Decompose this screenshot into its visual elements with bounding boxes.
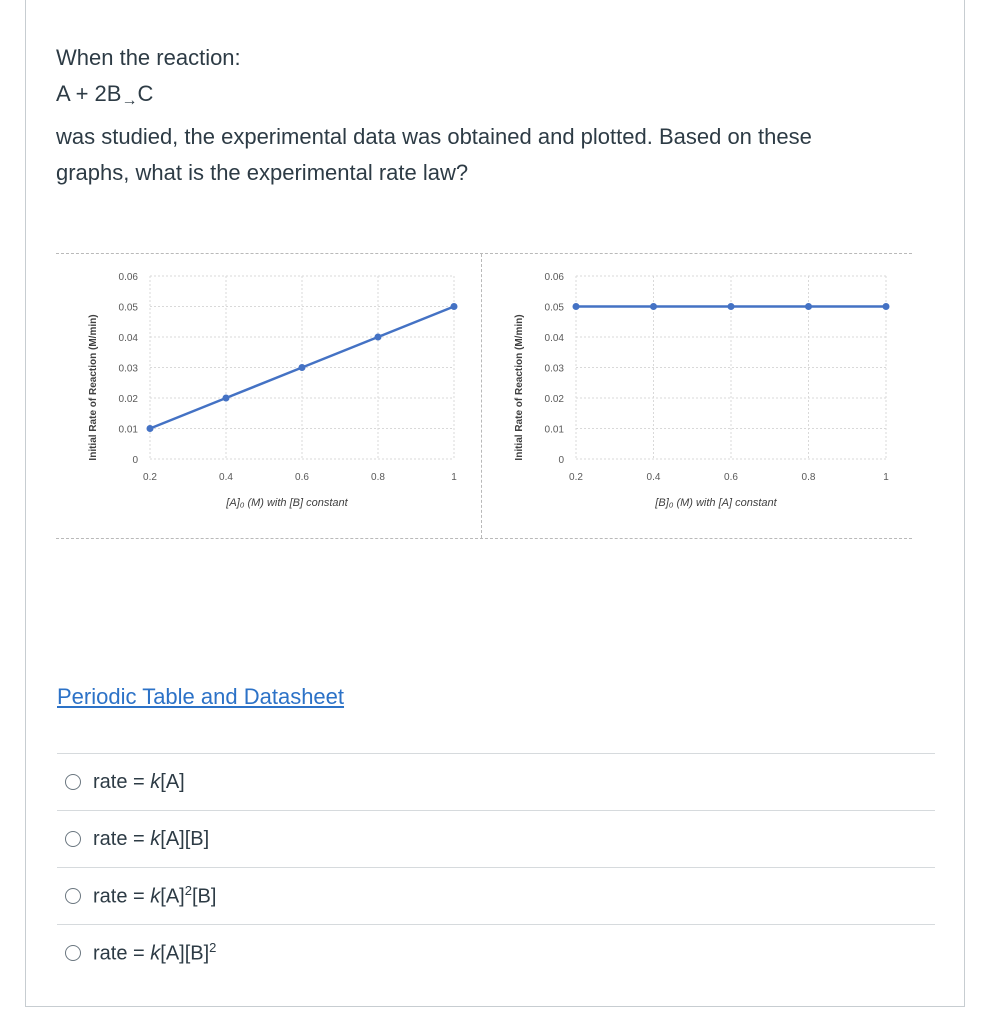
rate-vs-B-chart — [482, 254, 912, 538]
x-tick-label: 1 — [883, 472, 889, 483]
y-tick-label: 0.06 — [118, 272, 138, 283]
question-line-3: was studied, the experimental data was obtained and plotted. Based on these — [56, 124, 812, 149]
y-tick-label: 0.04 — [118, 333, 138, 344]
y-tick-label: 0.05 — [544, 302, 564, 314]
y-tick-label: 0.05 — [118, 302, 138, 314]
y-tick-label: 0.03 — [118, 363, 138, 375]
x-tick-label: 0.8 — [801, 472, 816, 483]
data-point — [883, 303, 890, 310]
question-line-1: When the reaction: — [56, 45, 241, 70]
data-point — [650, 303, 657, 310]
product: C — [137, 81, 154, 106]
radio-button[interactable] — [65, 831, 81, 847]
option-rate-kAB[interactable] — [57, 810, 935, 867]
y-tick-label: 0.03 — [544, 363, 564, 375]
option-rate-kA2B[interactable] — [57, 867, 935, 924]
x-tick-label: 0.6 — [295, 472, 309, 483]
x-tick-label: 0.6 — [724, 472, 738, 483]
y-tick-label: 0 — [558, 455, 564, 466]
data-point — [375, 334, 382, 341]
data-point — [573, 303, 580, 310]
rate-vs-A-chart — [56, 254, 480, 538]
x-axis-label: [B]₀ (M) with [A] constant — [655, 497, 777, 509]
y-tick-label: 0.06 — [544, 272, 564, 283]
y-tick-label: 0.01 — [118, 424, 138, 436]
y-axis-label: Initial Rate of Reaction (M/min) — [88, 314, 99, 461]
y-tick-label: 0 — [132, 455, 138, 466]
y-tick-label: 0.02 — [544, 394, 564, 405]
data-point — [223, 395, 230, 402]
reaction-equation — [56, 76, 916, 119]
option-label: rate = k[A] — [93, 770, 185, 793]
x-tick-label: 1 — [451, 472, 457, 483]
y-tick-label: 0.01 — [544, 424, 564, 436]
option-rate-kAB2[interactable] — [57, 924, 935, 981]
reaction-arrow: → — [121, 92, 138, 109]
option-label: rate = k[A][B] — [93, 827, 210, 850]
data-point — [451, 303, 458, 310]
option-label: rate = $k[A]^2[B]$ — [93, 883, 217, 908]
x-tick-label: 0.2 — [143, 472, 157, 483]
y-tick-label: 0.02 — [118, 394, 138, 405]
y-tick-label: 0.04 — [544, 333, 564, 344]
option-rate-kA[interactable] — [57, 753, 935, 810]
radio-button[interactable] — [65, 945, 81, 961]
charts-area — [56, 253, 912, 539]
x-tick-label: 0.2 — [569, 472, 583, 483]
question-text — [56, 40, 916, 191]
periodic-table-link[interactable]: Periodic Table and Datasheet — [57, 684, 345, 709]
x-tick-label: 0.8 — [371, 472, 385, 483]
data-point — [147, 425, 154, 432]
y-axis-label: Initial Rate of Reaction (M/min) — [514, 314, 525, 461]
data-point — [805, 303, 812, 310]
option-label: rate = $k[A][B]^2$ — [93, 940, 217, 965]
data-point — [299, 364, 306, 371]
x-tick-label: 0.4 — [219, 472, 233, 483]
reactants: A + 2B — [56, 81, 122, 106]
radio-button[interactable] — [65, 774, 81, 790]
radio-button[interactable] — [65, 888, 81, 904]
answer-options — [57, 753, 935, 981]
data-point — [728, 303, 735, 310]
x-axis-label: [A]₀ (M) with [B] constant — [226, 497, 348, 509]
x-tick-label: 0.4 — [646, 472, 661, 483]
question-line-4: graphs, what is the experimental rate law? — [56, 160, 469, 185]
